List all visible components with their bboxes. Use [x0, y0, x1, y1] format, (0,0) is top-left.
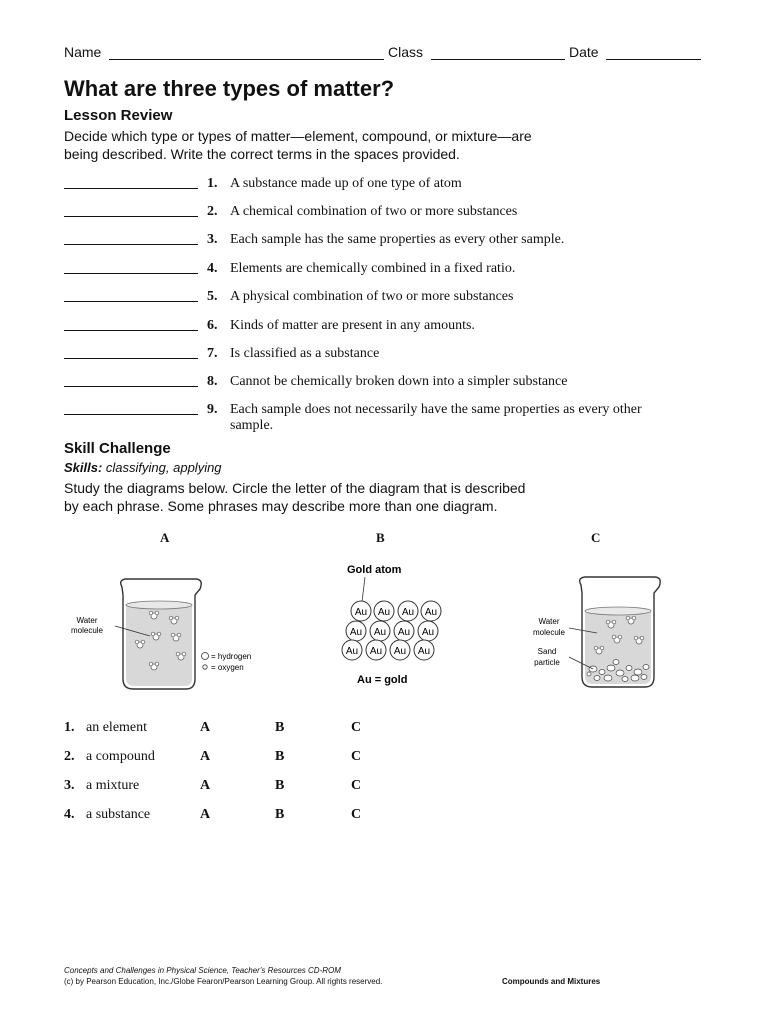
choice-c[interactable]: C [351, 720, 362, 735]
skill-question: 2. a compound A B C [64, 749, 362, 764]
choice-b[interactable]: B [275, 778, 285, 793]
skills-text: classifying, applying [105, 460, 222, 475]
atom-label: Au [397, 627, 411, 638]
atom-label: Au [349, 627, 363, 638]
answer-blank[interactable] [64, 216, 198, 217]
diagram-b-gold [310, 560, 450, 690]
choice-c[interactable]: C [351, 807, 362, 822]
skill-question: 1. an element A B C [64, 720, 362, 735]
molecule-label: molecule [532, 628, 566, 637]
date-line[interactable] [606, 44, 701, 60]
water-label: Water [76, 616, 98, 625]
atom-label: Au [345, 646, 359, 657]
skill-question: 3. a mixture A B C [64, 778, 362, 793]
choice-a[interactable]: A [200, 807, 211, 822]
atom-label: Au [373, 627, 387, 638]
answer-blank[interactable] [64, 330, 198, 331]
pointer-line [362, 577, 365, 602]
lesson-review-heading: Lesson Review [64, 107, 173, 124]
oxygen-key-label: = oxygen [211, 663, 244, 672]
atom-label: Au [421, 627, 435, 638]
hydrogen-key-icon [202, 653, 209, 660]
atom-label: Au [377, 607, 391, 618]
atom-label: Au [354, 607, 368, 618]
name-line[interactable] [109, 44, 384, 60]
choice-c[interactable]: C [351, 749, 362, 764]
answer-blank[interactable] [64, 273, 198, 274]
particle-label: particle [534, 658, 560, 667]
choice-b[interactable]: B [275, 720, 285, 735]
skills-label: Skills: [64, 460, 103, 475]
choice-a[interactable]: A [200, 720, 211, 735]
water-label: Water [538, 617, 560, 626]
molecule-label: molecule [70, 626, 104, 635]
diagram-a-label: A [160, 530, 170, 545]
oxygen-key-icon [203, 665, 207, 669]
sand-label: Sand [537, 647, 557, 656]
diagram-a-beaker [66, 575, 276, 695]
answer-blank[interactable] [64, 358, 198, 359]
gold-atom-title: Gold atom [347, 564, 402, 576]
diagram-c-label: C [591, 530, 601, 545]
gold-caption: Au = gold [357, 674, 408, 686]
answer-blank[interactable] [64, 301, 198, 302]
class-label: Class [388, 44, 424, 60]
page-title: What are three types of matter? [64, 76, 395, 101]
choice-b[interactable]: B [275, 749, 285, 764]
skill-question: 4. a substance A B C [64, 807, 362, 822]
choice-a[interactable]: A [200, 778, 211, 793]
answer-blank[interactable] [64, 414, 198, 415]
footer-copyright: (c) by Pearson Education, Inc./Globe Fearon/Pearson Learning Group. All rights reserved. [64, 977, 383, 986]
class-field[interactable] [388, 44, 565, 60]
atom-label: Au [401, 607, 415, 618]
answer-blank[interactable] [64, 244, 198, 245]
footer-source: Concepts and Challenges in Physical Science, Teacher's Resources CD-ROM [64, 966, 341, 975]
name-label: Name [64, 44, 102, 60]
footer-chapter: Compounds and Mixtures [502, 977, 601, 986]
atom-label: Au [417, 646, 431, 657]
gold-atoms [342, 601, 441, 660]
atom-label: Au [369, 646, 383, 657]
choice-b[interactable]: B [275, 807, 285, 822]
choice-a[interactable]: A [200, 749, 211, 764]
hydrogen-key-label: = hydrogen [211, 652, 252, 661]
class-line[interactable] [431, 44, 565, 60]
date-label: Date [569, 44, 599, 60]
diagram-b-label: B [376, 530, 385, 545]
atom-label: Au [424, 607, 438, 618]
name-field[interactable] [64, 44, 384, 60]
choice-c[interactable]: C [351, 778, 362, 793]
skill-challenge-heading: Skill Challenge [64, 440, 171, 457]
date-field[interactable] [569, 44, 701, 60]
answer-blank[interactable] [64, 386, 198, 387]
lesson-review-instructions: Decide which type or types of matter—element, compound, or mixture—are being described. Write the correct terms in the spaces provided. [64, 128, 532, 162]
skills-line [64, 460, 222, 475]
answer-blank[interactable] [64, 188, 198, 189]
atom-label: Au [393, 646, 407, 657]
liquid [126, 605, 192, 686]
diagram-c-beaker [525, 573, 675, 693]
skill-instructions: Study the diagrams below. Circle the letter of the diagram that is described by each phrase. Some phrases may describe more than one diagram. [64, 480, 526, 514]
